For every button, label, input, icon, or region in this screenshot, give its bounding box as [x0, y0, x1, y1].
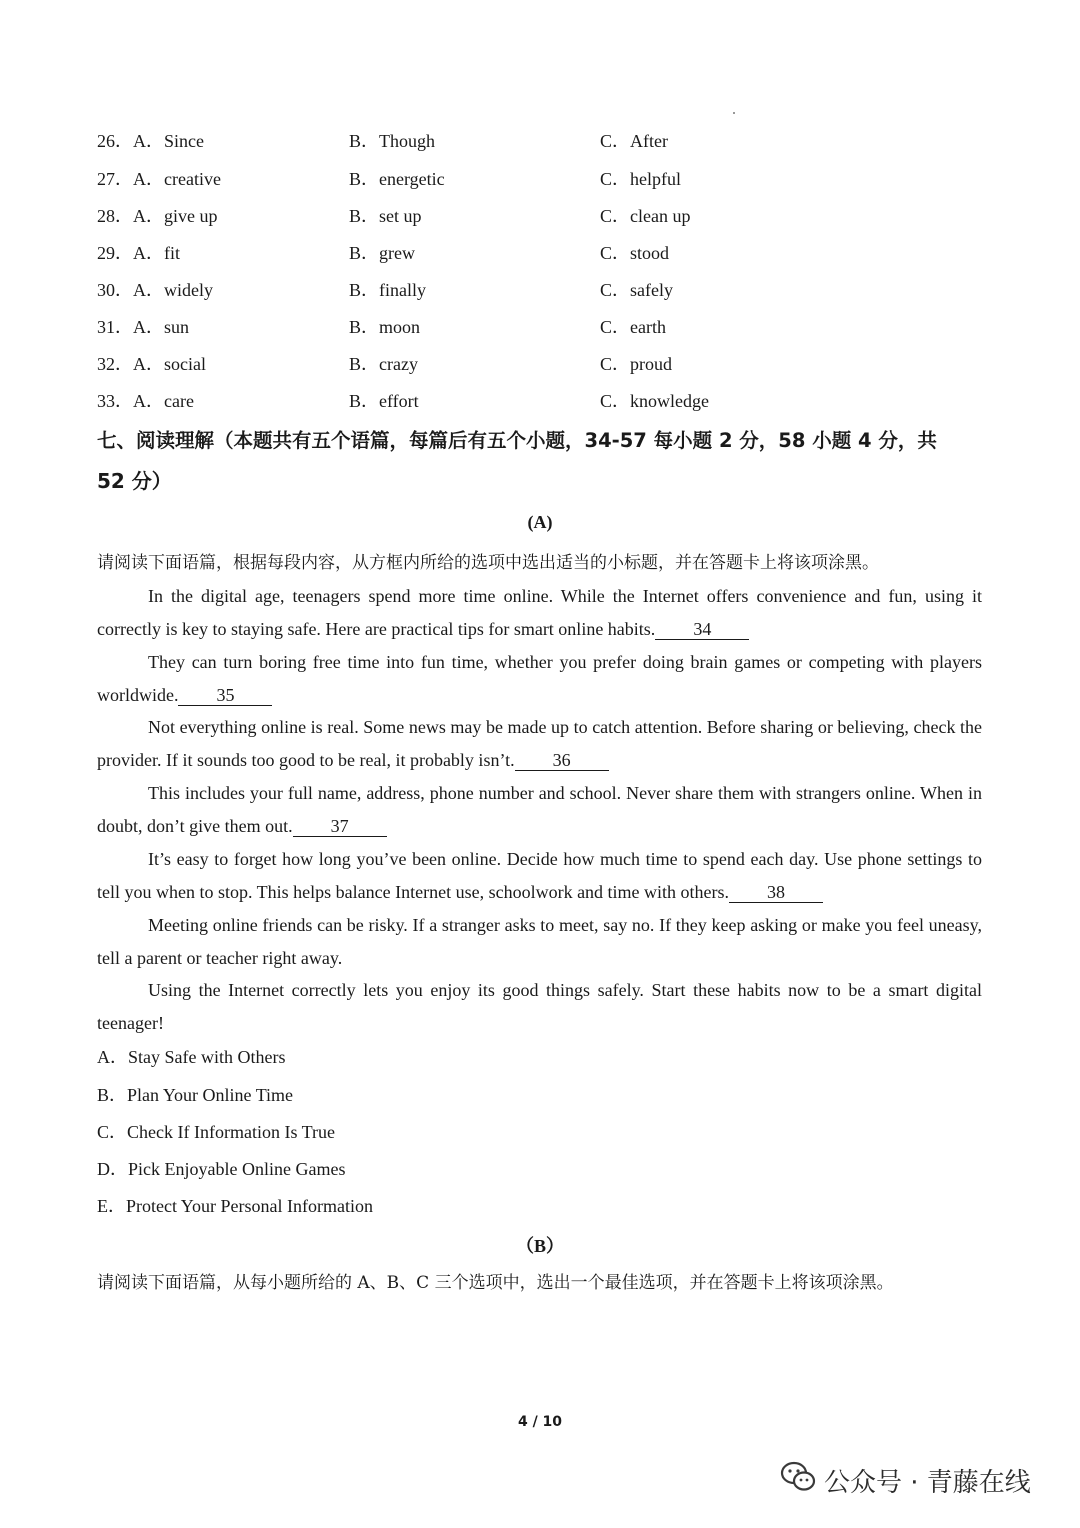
- paragraph-text: They can turn boring free time into fun time, whether you prefer doing brain games or competing with players worldwide.: [97, 652, 982, 705]
- option-a: 31．A．sun: [97, 317, 190, 337]
- paragraph: [97, 580, 982, 646]
- option-c: C．clean up: [600, 206, 691, 226]
- option-a: 27．A．creative: [97, 169, 221, 189]
- paragraph: [97, 974, 982, 1040]
- paragraph-text: Using the Internet correctly lets you enjoy its good things safely. Start these habits now to be a smart digital teenager!: [97, 980, 982, 1033]
- page-number: 4 / 10: [517, 1414, 563, 1430]
- option-b: B．finally: [349, 280, 426, 300]
- option-a: 26．A．Since: [97, 131, 204, 151]
- section-heading-line1: 七、阅读理解（本题共有五个语篇，每篇后有五个小题，34-57 每小题 2 分，58 小题 4 分，共: [97, 429, 937, 452]
- answer-blank: 35: [178, 685, 272, 706]
- paragraph-text: In the digital age, teenagers spend more time online. While the Internet offers convenience and fun, using it correctly is key to staying safe. Here are practical tips for smart online habits.: [97, 586, 982, 639]
- section-heading: [97, 420, 987, 502]
- option-c: C．stood: [600, 243, 670, 263]
- watermark-text: 公众号 · 青藤在线: [824, 1467, 1031, 1498]
- answer-blank: 34: [655, 619, 749, 640]
- paragraph: [97, 646, 982, 712]
- option-b: B．moon: [349, 317, 421, 337]
- passage-b-instruction: 请阅读下面语篇，从每小题所给的 A、B、C 三个选项中，选出一个最佳选项，并在答题卡上将该项涂黑。: [97, 1273, 894, 1293]
- paragraph: [97, 843, 982, 909]
- option-b: B．effort: [349, 391, 419, 411]
- option-c: C．earth: [600, 317, 666, 337]
- passage-a-title: (A): [527, 512, 553, 532]
- option-c: C．After: [600, 131, 668, 151]
- option-c: C．proud: [600, 354, 672, 374]
- paragraph: [97, 777, 982, 843]
- option-b: B．set up: [349, 206, 422, 226]
- option-row: [97, 386, 997, 416]
- heading-choice: D．Pick Enjoyable Online Games: [97, 1159, 346, 1179]
- answer-blank: 36: [515, 750, 609, 771]
- answer-blank: 37: [293, 816, 387, 837]
- option-c: C．helpful: [600, 169, 681, 189]
- option-row: [97, 126, 997, 156]
- option-row: [97, 238, 997, 268]
- heading-choice: A．Stay Safe with Others: [97, 1047, 286, 1067]
- option-a: 30．A．widely: [97, 280, 213, 300]
- passage-b-title: （B）: [515, 1236, 564, 1256]
- option-a: 29．A．fit: [97, 243, 180, 263]
- wechat-icon: [780, 1461, 816, 1500]
- section-heading-line2: 52 分）: [97, 469, 172, 493]
- option-b: B．energetic: [349, 169, 445, 189]
- heading-choice: E．Protect Your Personal Information: [97, 1196, 373, 1216]
- paragraph-text: It’s easy to forget how long you’ve been online. Decide how much time to spend each day. Use phone settings to tell you when to stop. This helps balance Internet use, schoolwork and time with others.: [97, 849, 982, 902]
- option-c: C．safely: [600, 280, 673, 300]
- paragraph: [97, 711, 982, 777]
- option-b: B．Though: [349, 131, 436, 151]
- scan-speck: [733, 112, 735, 114]
- paragraph-text: This includes your full name, address, phone number and school. Never share them with strangers online. When in doubt, don’t give them out.: [97, 783, 982, 836]
- answer-blank: 38: [729, 882, 823, 903]
- option-a: 32．A．social: [97, 354, 206, 374]
- option-row: [97, 312, 997, 342]
- paragraph-text: Not everything online is real. Some news may be made up to catch attention. Before sharing or believing, check the provider. If it sounds too good to be real, it probably isn’t.: [97, 717, 982, 770]
- option-c: C．knowledge: [600, 391, 709, 411]
- option-row: [97, 349, 997, 379]
- watermark: [780, 1460, 1031, 1500]
- option-a: 28．A．give up: [97, 206, 218, 226]
- paragraph-text: Meeting online friends can be risky. If a stranger asks to meet, say no. If they keep asking or make you feel uneasy, tell a parent or teacher right away.: [97, 915, 982, 968]
- option-row: [97, 201, 997, 231]
- option-row: [97, 275, 997, 305]
- option-b: B．grew: [349, 243, 415, 263]
- option-row: [97, 164, 997, 194]
- paragraph: [97, 909, 982, 975]
- heading-choice: B．Plan Your Online Time: [97, 1085, 294, 1105]
- heading-choice: C．Check If Information Is True: [97, 1122, 335, 1142]
- passage-a-instruction: 请阅读下面语篇，根据每段内容，从方框内所给的选项中选出适当的小标题，并在答题卡上将该项涂黑。: [97, 553, 879, 573]
- option-a: 33．A．care: [97, 391, 194, 411]
- option-b: B．crazy: [349, 354, 418, 374]
